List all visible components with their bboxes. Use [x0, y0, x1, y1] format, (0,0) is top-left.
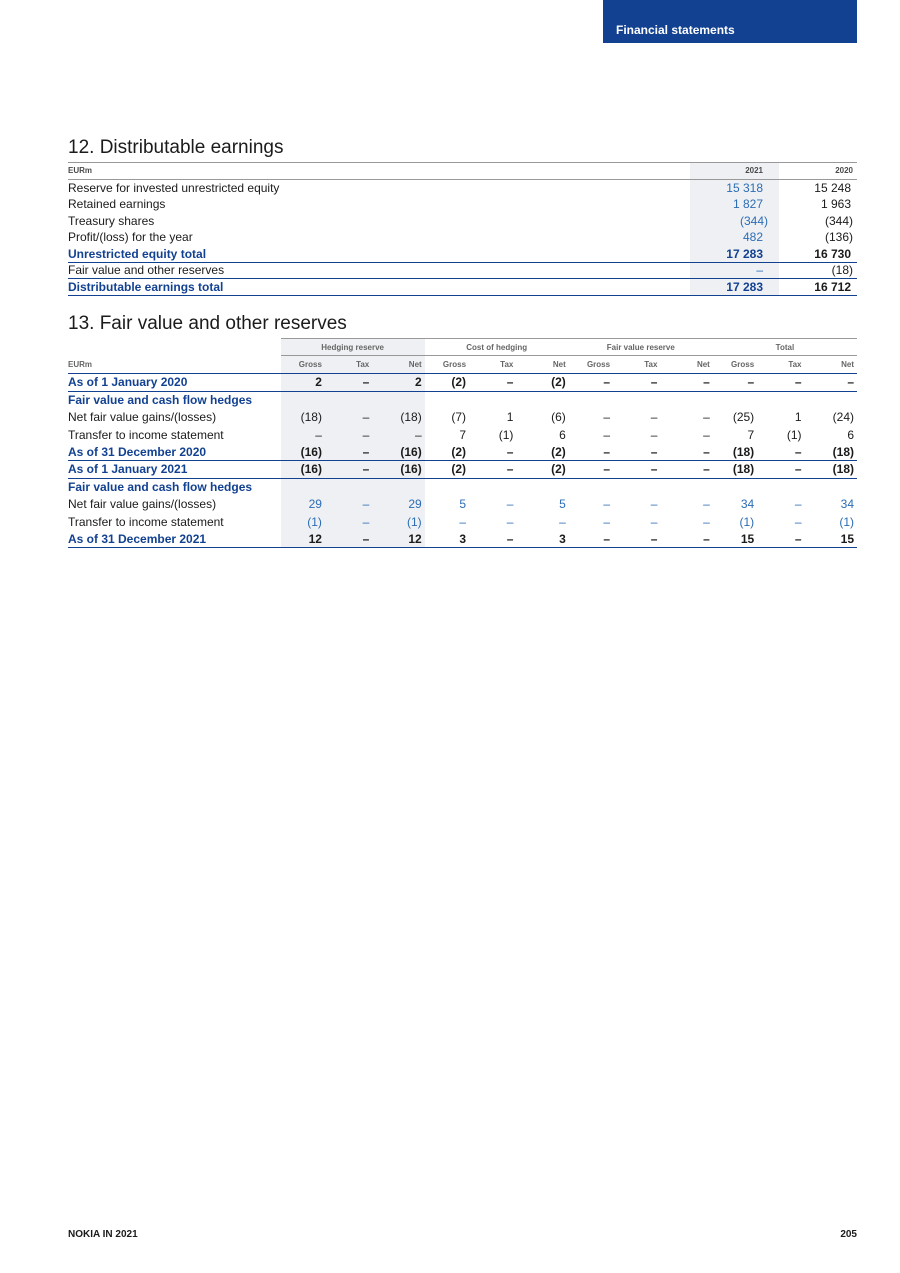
cell-value: [613, 478, 660, 495]
cell-value: (2): [425, 443, 469, 460]
cell-value: [281, 391, 325, 408]
cell-value: (1): [786, 427, 802, 442]
col-gross: Gross: [425, 356, 469, 373]
cell-value: [713, 478, 757, 495]
cell-value: (2): [516, 461, 568, 478]
group-hedging-reserve: Hedging reserve: [281, 339, 425, 356]
group-header-row: [68, 339, 857, 356]
cell-value: –: [703, 410, 710, 425]
cell-value: (2): [425, 461, 469, 478]
row-label: Retained earnings: [68, 196, 166, 211]
cell-value: 15: [713, 530, 757, 547]
value-2020: 15 248: [814, 180, 851, 195]
row-label: Net fair value gains/(losses): [68, 410, 217, 425]
cell-value: 3: [425, 530, 469, 547]
cell-value: 2: [281, 374, 325, 391]
cell-value: [516, 478, 568, 495]
cell-value: –: [559, 514, 566, 529]
value-2021: (344): [690, 212, 779, 229]
group-fair-value-reserve: Fair value reserve: [569, 339, 713, 356]
value-2020: 1 963: [820, 196, 851, 211]
row-label: Transfer to income statement: [68, 427, 224, 442]
cell-value: 12: [372, 530, 424, 547]
cell-value: –: [569, 461, 613, 478]
value-2020: (18): [831, 263, 853, 278]
cell-value: (18): [713, 443, 757, 460]
table-row: [68, 496, 857, 513]
cell-value: (18): [281, 409, 325, 426]
cell-value: –: [325, 513, 372, 530]
cell-value: (6): [551, 410, 566, 425]
cell-value: –: [660, 530, 712, 547]
row-label: Unrestricted equity total: [68, 245, 690, 262]
cell-value: 5: [459, 497, 467, 512]
column-header-row: [68, 356, 857, 373]
cell-value: –: [603, 410, 611, 425]
subtotal-row: [68, 245, 857, 262]
col-tax: Tax: [757, 356, 804, 373]
cell-value: [805, 478, 857, 495]
col-net: Net: [805, 356, 857, 373]
cell-value: –: [603, 514, 611, 529]
cell-value: –: [603, 497, 611, 512]
col-gross: Gross: [281, 356, 325, 373]
cell-value: [281, 478, 325, 495]
table-row: [68, 374, 857, 391]
cell-value: 7: [747, 427, 755, 442]
cell-value: –: [325, 496, 372, 513]
cell-value: –: [757, 443, 804, 460]
cell-value: 2: [372, 374, 424, 391]
total-row: [68, 279, 857, 296]
cell-value: 15: [805, 530, 857, 547]
cell-value: (1): [281, 513, 325, 530]
cell-value: –: [660, 374, 712, 391]
cell-value: 6: [559, 427, 566, 442]
cell-value: –: [325, 461, 372, 478]
col-gross: Gross: [713, 356, 757, 373]
cell-value: –: [613, 374, 660, 391]
cell-value: 5: [559, 497, 566, 512]
cell-value: 12: [281, 530, 325, 547]
cell-value: –: [650, 427, 658, 442]
cell-value: –: [757, 530, 804, 547]
distributable-earnings-table: [68, 162, 857, 296]
cell-value: 6: [847, 427, 854, 442]
cell-value: (16): [281, 443, 325, 460]
cell-value: –: [703, 514, 710, 529]
cell-value: [469, 478, 516, 495]
cell-value: [516, 391, 568, 408]
year-2020-header: 2020: [779, 163, 857, 180]
col-net: Net: [372, 356, 424, 373]
cell-value: (18): [372, 409, 424, 426]
row-label: As of 1 January 2021: [68, 461, 281, 478]
cell-value: 1: [506, 410, 514, 425]
cell-value: (1): [372, 513, 424, 530]
fair-value-reserves-table: [68, 338, 857, 548]
cell-value: –: [794, 497, 802, 512]
cell-value: –: [325, 530, 372, 547]
value-2021: 1 827: [690, 196, 779, 213]
row-label: Profit/(loss) for the year: [68, 230, 193, 245]
table-row: [68, 426, 857, 443]
cell-value: 29: [281, 496, 325, 513]
cell-value: –: [794, 514, 802, 529]
cell-value: 29: [372, 496, 424, 513]
cell-value: [325, 478, 372, 495]
cell-value: –: [569, 530, 613, 547]
unit-label: EURm: [68, 163, 690, 180]
cell-value: –: [703, 427, 710, 442]
cell-value: [660, 391, 712, 408]
cell-value: –: [469, 461, 516, 478]
cell-value: –: [613, 443, 660, 460]
cell-value: (2): [425, 374, 469, 391]
row-label: As of 31 December 2021: [68, 530, 281, 547]
row-label: Treasury shares: [68, 213, 155, 228]
cell-value: (2): [516, 374, 568, 391]
table-row: [68, 409, 857, 426]
cell-value: –: [660, 443, 712, 460]
row-label: Distributable earnings total: [68, 279, 690, 296]
cell-value: –: [650, 497, 658, 512]
cell-value: (24): [832, 410, 854, 425]
cell-value: 3: [516, 530, 568, 547]
cell-value: (1): [498, 427, 514, 442]
col-tax: Tax: [325, 356, 372, 373]
cell-value: –: [469, 374, 516, 391]
group-total: Total: [713, 339, 857, 356]
cell-value: (2): [516, 443, 568, 460]
table-row: [68, 229, 857, 246]
cell-value: [757, 478, 804, 495]
cell-value: (18): [805, 443, 857, 460]
section-header-tab: Financial statements: [603, 0, 857, 43]
cell-value: (18): [805, 461, 857, 478]
cell-value: [569, 391, 613, 408]
col-net: Net: [516, 356, 568, 373]
value-2020: 16 730: [779, 245, 857, 262]
value-2020: (136): [824, 230, 853, 245]
row-label: Fair value and other reserves: [68, 263, 225, 278]
cell-value: –: [569, 374, 613, 391]
cell-value: –: [805, 374, 857, 391]
row-label: As of 31 December 2020: [68, 443, 281, 460]
cell-value: –: [506, 497, 514, 512]
cell-value: –: [281, 426, 325, 443]
cell-value: –: [325, 426, 372, 443]
distributable-earnings-title: 12. Distributable earnings: [68, 137, 284, 158]
col-gross: Gross: [569, 356, 613, 373]
table-row: [68, 212, 857, 229]
value-2021: 17 283: [690, 279, 779, 296]
value-2021: 482: [690, 229, 779, 246]
cell-value: [372, 391, 424, 408]
table-row: [68, 513, 857, 530]
cell-value: –: [325, 374, 372, 391]
row-label: Net fair value gains/(losses): [68, 497, 217, 512]
cell-value: [613, 391, 660, 408]
cell-value: –: [650, 514, 658, 529]
col-tax: Tax: [469, 356, 516, 373]
cell-value: –: [650, 410, 658, 425]
cell-value: [425, 391, 469, 408]
cell-value: (1): [739, 514, 755, 529]
cell-value: –: [613, 530, 660, 547]
cell-value: –: [569, 443, 613, 460]
group-cost-of-hedging: Cost of hedging: [425, 339, 569, 356]
cell-value: –: [506, 514, 514, 529]
cell-value: –: [703, 497, 710, 512]
cell-value: [569, 478, 613, 495]
cell-value: (1): [839, 514, 854, 529]
value-2021: 15 318: [690, 179, 779, 196]
page-number: 205: [840, 1229, 857, 1240]
table-row: [68, 461, 857, 478]
cell-value: –: [603, 427, 611, 442]
cell-value: [713, 391, 757, 408]
row-label: Transfer to income statement: [68, 514, 224, 529]
cell-value: –: [325, 443, 372, 460]
table-row: [68, 443, 857, 460]
year-2021-header: 2021: [690, 163, 779, 180]
cell-value: 34: [840, 497, 854, 512]
cell-value: –: [757, 461, 804, 478]
table-row: [68, 196, 857, 213]
value-2021: 17 283: [690, 245, 779, 262]
cell-value: [425, 478, 469, 495]
table-row: [68, 179, 857, 196]
cell-value: (25): [732, 410, 755, 425]
cell-value: [757, 391, 804, 408]
cell-value: 7: [459, 427, 467, 442]
row-label: As of 1 January 2020: [68, 374, 281, 391]
cell-value: –: [660, 461, 712, 478]
cell-value: [325, 391, 372, 408]
unit-label: EURm: [68, 356, 281, 373]
value-2020: (344): [824, 213, 853, 228]
fair-value-reserves-title: 13. Fair value and other reserves: [68, 313, 347, 334]
cell-value: 34: [740, 497, 755, 512]
subheading-row: [68, 478, 857, 495]
row-label: Fair value and cash flow hedges: [68, 480, 253, 495]
cell-value: [805, 391, 857, 408]
value-2020: 16 712: [779, 279, 857, 296]
cell-value: –: [613, 461, 660, 478]
cell-value: –: [757, 374, 804, 391]
table-row: [68, 530, 857, 547]
cell-value: –: [325, 409, 372, 426]
cell-value: (18): [713, 461, 757, 478]
table-row: [68, 262, 857, 279]
cell-value: (7): [451, 410, 467, 425]
cell-value: 1: [794, 410, 802, 425]
cell-value: –: [372, 426, 424, 443]
footer-report-name: NOKIA IN 2021: [68, 1229, 138, 1240]
cell-value: (16): [372, 443, 424, 460]
table-header-row: [68, 163, 857, 180]
cell-value: –: [469, 443, 516, 460]
col-net: Net: [660, 356, 712, 373]
subheading-row: [68, 391, 857, 408]
cell-value: –: [469, 530, 516, 547]
fair-value-reserves-body: [68, 374, 857, 548]
col-tax: Tax: [613, 356, 660, 373]
cell-value: (16): [372, 461, 424, 478]
cell-value: [469, 391, 516, 408]
row-label: Reserve for invested unrestricted equity: [68, 180, 280, 195]
value-2021: –: [690, 262, 779, 279]
row-label: Fair value and cash flow hedges: [68, 393, 253, 408]
cell-value: –: [713, 374, 757, 391]
cell-value: [372, 478, 424, 495]
cell-value: [660, 478, 712, 495]
cell-value: (16): [281, 461, 325, 478]
cell-value: –: [459, 514, 467, 529]
